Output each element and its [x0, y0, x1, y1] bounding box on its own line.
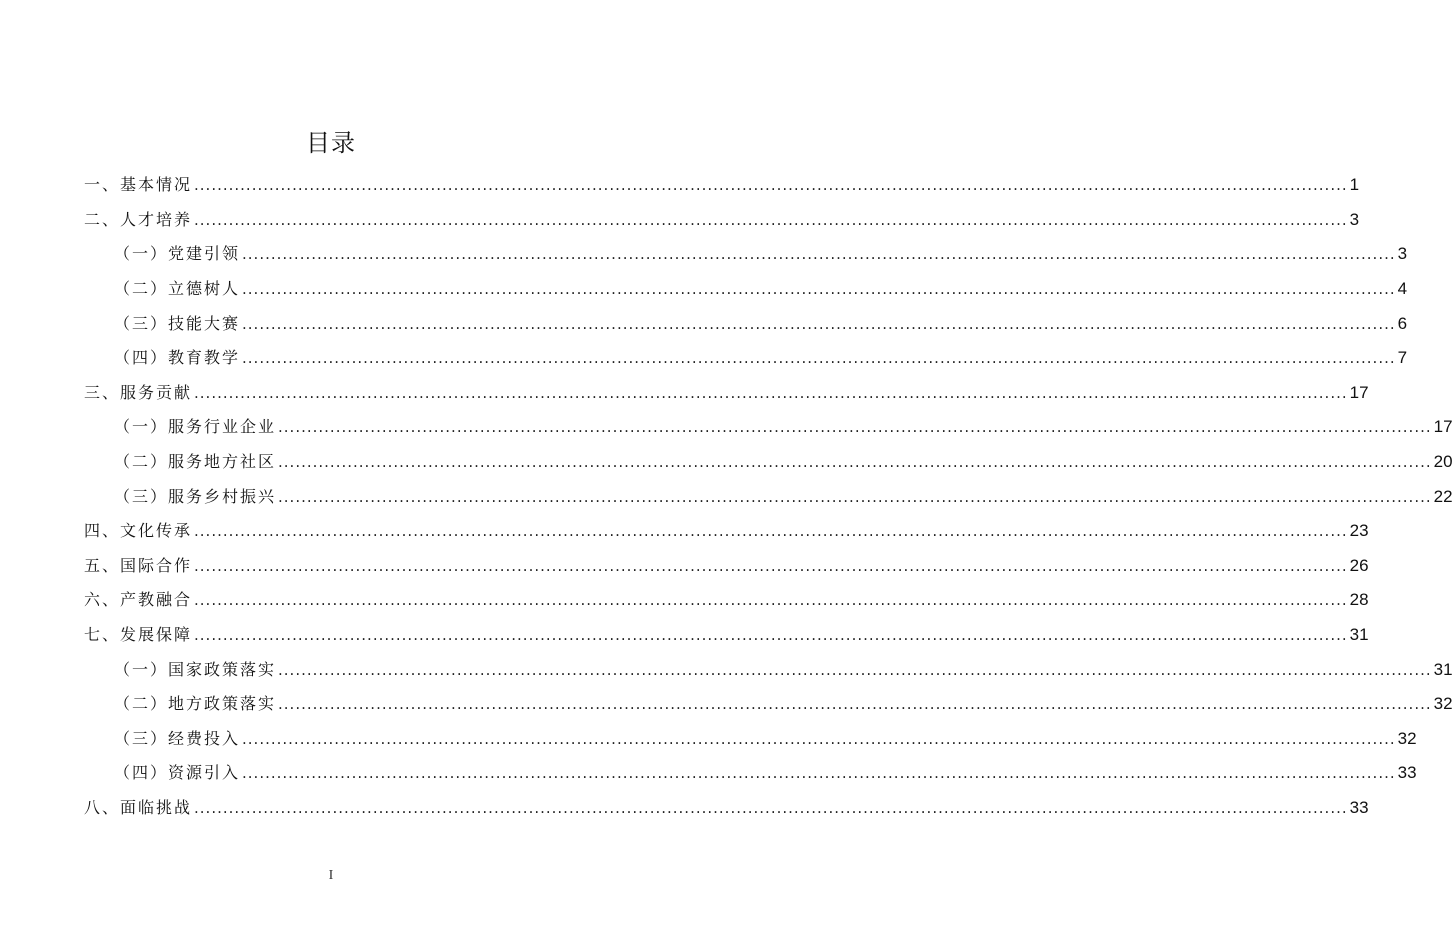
toc-dot-leader: ........................................................................................................................................................................................................ — [242, 764, 1396, 783]
toc-dot-leader: ........................................................................................................................................................................................................ — [194, 210, 1348, 229]
toc-entry[interactable] — [114, 687, 1453, 722]
toc-dot-leader: ........................................................................................................................................................................................................ — [194, 383, 1348, 402]
toc-entry-page: 3 — [1349, 209, 1360, 229]
toc-entry-label: 一、基本情况 — [84, 175, 193, 195]
toc-entry-page: 17 — [1349, 382, 1369, 402]
toc-entry[interactable] — [114, 306, 1408, 341]
toc-dot-leader: ........................................................................................................................................................................................................ — [278, 660, 1432, 679]
page-number: I — [328, 868, 334, 883]
toc-entry-label: 六、产教融合 — [84, 590, 193, 610]
toc-entry-label: （三）技能大赛 — [114, 313, 241, 333]
toc-entry-page: 31 — [1433, 659, 1453, 679]
toc-entry-label: 四、文化传承 — [84, 521, 193, 541]
toc-entry[interactable] — [84, 168, 1360, 203]
toc-entry-page: 3 — [1397, 244, 1408, 264]
toc-dot-leader: ........................................................................................................................................................................................................ — [242, 729, 1396, 748]
toc-entry[interactable] — [84, 791, 1369, 826]
toc-entry-page: 22 — [1433, 486, 1453, 506]
toc-entry-page: 17 — [1433, 417, 1453, 437]
toc-entry-page: 20 — [1433, 452, 1453, 472]
toc-entry-label: 五、国际合作 — [84, 555, 193, 575]
toc-entry[interactable] — [114, 237, 1408, 272]
toc-entry-label: （四）资源引入 — [114, 763, 241, 783]
toc-entry-page: 6 — [1397, 313, 1408, 333]
toc-entry-label: 七、发展保障 — [84, 625, 193, 645]
toc-dot-leader: ........................................................................................................................................................................................................ — [278, 487, 1432, 506]
toc-entry-page: 7 — [1397, 348, 1408, 368]
toc-entry-label: （三）服务乡村振兴 — [114, 486, 277, 506]
toc-entry-page: 1 — [1349, 175, 1360, 195]
toc-entry[interactable] — [114, 272, 1408, 307]
toc-entry[interactable] — [84, 376, 1369, 411]
toc-entry[interactable] — [114, 722, 1417, 757]
toc-entry[interactable] — [84, 514, 1369, 549]
toc-entry[interactable] — [84, 583, 1369, 618]
toc-entry-page: 32 — [1397, 728, 1417, 748]
toc-dot-leader: ........................................................................................................................................................................................................ — [278, 695, 1432, 714]
toc-dot-leader: ........................................................................................................................................................................................................ — [194, 522, 1348, 541]
toc-dot-leader: ........................................................................................................................................................................................................ — [242, 314, 1396, 333]
toc-entry[interactable] — [114, 479, 1453, 514]
toc-entry[interactable] — [84, 203, 1360, 238]
toc-entry-page: 33 — [1397, 763, 1417, 783]
toc-entry-page: 33 — [1349, 798, 1369, 818]
table-of-contents — [84, 168, 1453, 818]
toc-entry[interactable] — [114, 652, 1453, 687]
toc-entry-label: （二）地方政策落实 — [114, 694, 277, 714]
toc-entry[interactable] — [114, 756, 1417, 791]
toc-dot-leader: ........................................................................................................................................................................................................ — [242, 245, 1396, 264]
toc-entry[interactable] — [114, 445, 1453, 480]
toc-entry[interactable] — [84, 618, 1369, 653]
toc-entry-label: （二）服务地方社区 — [114, 452, 277, 472]
toc-dot-leader: ........................................................................................................................................................................................................ — [194, 626, 1348, 645]
toc-dot-leader: ........................................................................................................................................................................................................ — [278, 453, 1432, 472]
toc-entry-label: （二）立德树人 — [114, 279, 241, 299]
toc-entry-page: 26 — [1349, 555, 1369, 575]
toc-entry-label: 三、服务贡献 — [84, 382, 193, 402]
toc-entry-label: （四）教育教学 — [114, 348, 241, 368]
toc-entry-label: （一）国家政策落实 — [114, 659, 277, 679]
page-title: 目录 — [306, 129, 356, 157]
toc-entry-label: 八、面临挑战 — [84, 798, 193, 818]
toc-entry-label: （一）党建引领 — [114, 244, 241, 264]
toc-dot-leader: ........................................................................................................................................................................................................ — [194, 176, 1348, 195]
toc-dot-leader: ........................................................................................................................................................................................................ — [242, 280, 1396, 299]
toc-entry[interactable] — [84, 549, 1369, 584]
toc-entry[interactable] — [114, 341, 1408, 376]
toc-entry-page: 31 — [1349, 625, 1369, 645]
toc-dot-leader: ........................................................................................................................................................................................................ — [278, 418, 1432, 437]
toc-entry-label: （一）服务行业企业 — [114, 417, 277, 437]
toc-dot-leader: ........................................................................................................................................................................................................ — [194, 799, 1348, 818]
toc-entry-page: 32 — [1433, 694, 1453, 714]
toc-entry-page: 28 — [1349, 590, 1369, 610]
toc-entry-page: 4 — [1397, 279, 1408, 299]
toc-entry[interactable] — [114, 410, 1453, 445]
toc-dot-leader: ........................................................................................................................................................................................................ — [242, 349, 1396, 368]
toc-entry-page: 23 — [1349, 521, 1369, 541]
toc-dot-leader: ........................................................................................................................................................................................................ — [194, 591, 1348, 610]
toc-dot-leader: ........................................................................................................................................................................................................ — [194, 556, 1348, 575]
toc-entry-label: 二、人才培养 — [84, 209, 193, 229]
toc-entry-label: （三）经费投入 — [114, 728, 241, 748]
